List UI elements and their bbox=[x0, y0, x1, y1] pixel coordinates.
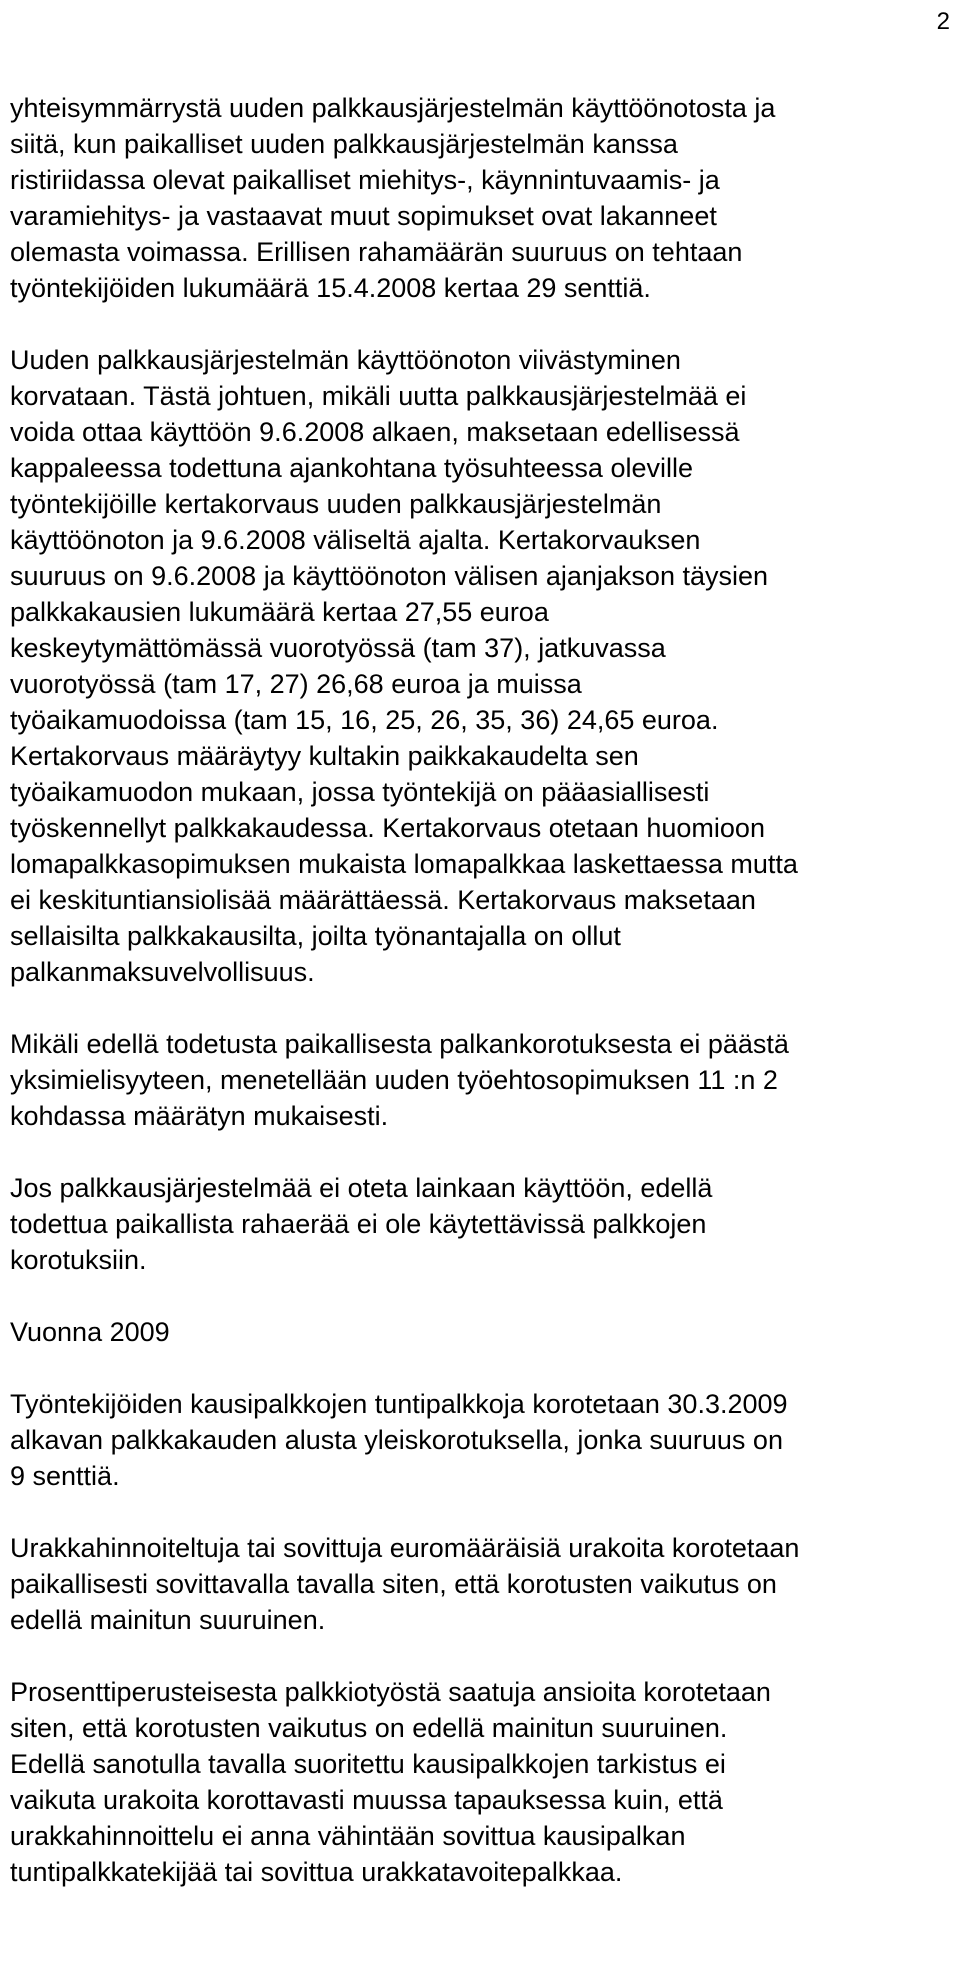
text-line: Urakkahinnoiteltuja tai sovittuja euromääräisiä urakoita korotetaan bbox=[10, 1533, 800, 1563]
text-line: korotuksiin. bbox=[10, 1245, 147, 1275]
text-line: Jos palkkausjärjestelmää ei oteta lainkaan käyttöön, edellä bbox=[10, 1173, 713, 1203]
text-line: ristiriidassa olevat paikalliset miehitys-, käynnintuvaamis- ja bbox=[10, 165, 720, 195]
text-line: sellaisilta palkkakausilta, joilta työnantajalla on ollut bbox=[10, 921, 621, 951]
text-line: työntekijöiden lukumäärä 15.4.2008 kertaa 29 senttiä. bbox=[10, 273, 651, 303]
paragraph bbox=[10, 1314, 950, 1350]
text-line: työntekijöille kertakorvaus uuden palkkausjärjestelmän bbox=[10, 489, 662, 519]
text-line: Mikäli edellä todetusta paikallisesta palkankorotuksesta ei päästä bbox=[10, 1029, 789, 1059]
text-line: vaikuta urakoita korottavasti muussa tapauksessa kuin, että bbox=[10, 1785, 723, 1815]
text-line: todettua paikallista rahaerää ei ole käytettävissä palkkojen bbox=[10, 1209, 707, 1239]
paragraph bbox=[10, 90, 950, 306]
text-line: Edellä sanotulla tavalla suoritettu kausipalkkojen tarkistus ei bbox=[10, 1749, 726, 1779]
text-line: paikallisesti sovittavalla tavalla siten, että korotusten vaikutus on bbox=[10, 1569, 777, 1599]
text-line: korvataan. Tästä johtuen, mikäli uutta palkkausjärjestelmää ei bbox=[10, 381, 747, 411]
text-line: siitä, kun paikalliset uuden palkkausjärjestelmän kanssa bbox=[10, 129, 678, 159]
text-line: kappaleessa todettuna ajankohtana työsuhteessa oleville bbox=[10, 453, 693, 483]
text-line: voida ottaa käyttöön 9.6.2008 alkaen, maksetaan edellisessä bbox=[10, 417, 740, 447]
text-line: alkavan palkkakauden alusta yleiskorotuksella, jonka suuruus on bbox=[10, 1425, 783, 1455]
text-line: palkkakausien lukumäärä kertaa 27,55 euroa bbox=[10, 597, 549, 627]
text-line: työaikamuodoissa (tam 15, 16, 25, 26, 35, 36) 24,65 euroa. bbox=[10, 705, 719, 735]
text-line: lomapalkkasopimuksen mukaista lomapalkkaa laskettaessa mutta bbox=[10, 849, 798, 879]
text-line: työskennellyt palkkakaudessa. Kertakorvaus otetaan huomioon bbox=[10, 813, 765, 843]
text-line: tuntipalkkatekijää tai sovittua urakkatavoitepalkkaa. bbox=[10, 1857, 623, 1887]
text-line: kohdassa määrätyn mukaisesti. bbox=[10, 1101, 389, 1131]
paragraph bbox=[10, 1530, 950, 1638]
page-number: 2 bbox=[936, 8, 950, 35]
document-body bbox=[10, 90, 950, 1926]
text-line: keskeytymättömässä vuorotyössä (tam 37), jatkuvassa bbox=[10, 633, 666, 663]
text-line: Prosenttiperusteisesta palkkiotyöstä saatuja ansioita korotetaan bbox=[10, 1677, 771, 1707]
text-line: yksimielisyyteen, menetellään uuden työehtosopimuksen 11 :n 2 bbox=[10, 1065, 778, 1095]
text-line: siten, että korotusten vaikutus on edellä mainitun suuruinen. bbox=[10, 1713, 728, 1743]
paragraph bbox=[10, 1674, 950, 1890]
text-line: ei keskituntiansiolisää määrättäessä. Kertakorvaus maksetaan bbox=[10, 885, 756, 915]
text-line: edellä mainitun suuruinen. bbox=[10, 1605, 326, 1635]
text-line: 9 senttiä. bbox=[10, 1461, 120, 1491]
text-line: vuorotyössä (tam 17, 27) 26,68 euroa ja muissa bbox=[10, 669, 582, 699]
text-line: Työntekijöiden kausipalkkojen tuntipalkkoja korotetaan 30.3.2009 bbox=[10, 1389, 788, 1419]
text-line: urakkahinnoittelu ei anna vähintään sovittua kausipalkan bbox=[10, 1821, 686, 1851]
text-line: olemasta voimassa. Erillisen rahamäärän suuruus on tehtaan bbox=[10, 237, 743, 267]
text-line: suuruus on 9.6.2008 ja käyttöönoton välisen ajanjakson täysien bbox=[10, 561, 769, 591]
text-line: Uuden palkkausjärjestelmän käyttöönoton viivästyminen bbox=[10, 345, 681, 375]
paragraph bbox=[10, 1386, 950, 1494]
text-line: varamiehitys- ja vastaavat muut sopimukset ovat lakanneet bbox=[10, 201, 717, 231]
paragraph bbox=[10, 342, 950, 990]
text-line: Vuonna 2009 bbox=[10, 1317, 170, 1347]
text-line: käyttöönoton ja 9.6.2008 väliseltä ajalta. Kertakorvauksen bbox=[10, 525, 701, 555]
text-line: Kertakorvaus määräytyy kultakin paikkakaudelta sen bbox=[10, 741, 639, 771]
text-line: yhteisymmärrystä uuden palkkausjärjestelmän käyttöönotosta ja bbox=[10, 93, 776, 123]
paragraph bbox=[10, 1170, 950, 1278]
text-line: työaikamuodon mukaan, jossa työntekijä on pääasiallisesti bbox=[10, 777, 710, 807]
paragraph bbox=[10, 1026, 950, 1134]
text-line: palkanmaksuvelvollisuus. bbox=[10, 957, 315, 987]
